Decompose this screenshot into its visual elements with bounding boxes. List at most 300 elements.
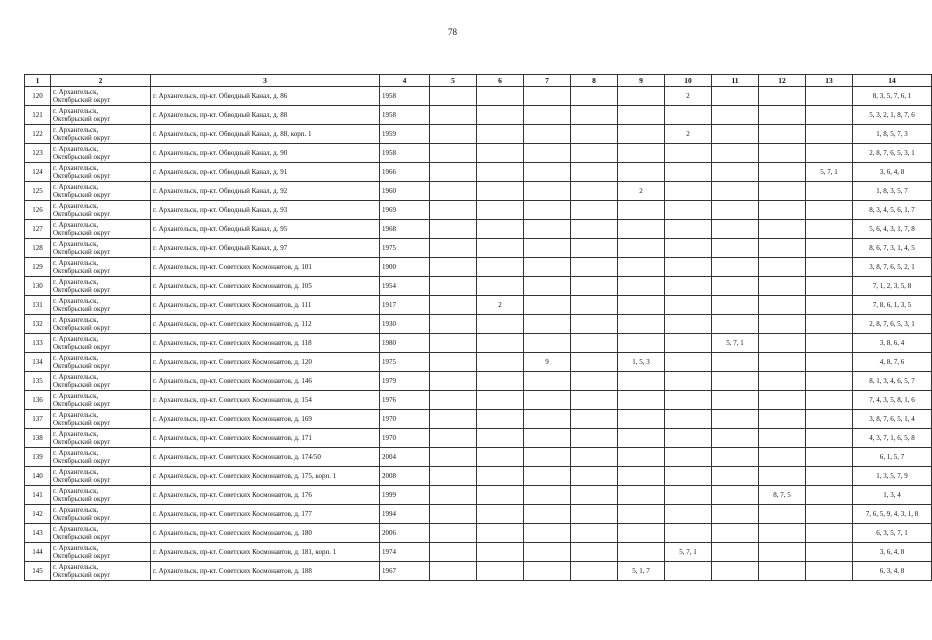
location-city: г. Архангельск, bbox=[53, 354, 99, 362]
location-city: г. Архангельск, bbox=[53, 449, 99, 457]
row-number: 129 bbox=[25, 258, 51, 277]
column-header-3: 3 bbox=[151, 75, 380, 87]
value-cell-6 bbox=[477, 220, 524, 239]
value-cell-13 bbox=[806, 448, 853, 467]
address-cell: г. Архангельск, пр-кт. Обводный Канал, д. 91 bbox=[151, 163, 380, 182]
year-cell: 1980 bbox=[380, 334, 430, 353]
value-cell-8 bbox=[571, 201, 618, 220]
row-number: 124 bbox=[25, 163, 51, 182]
value-cell-12 bbox=[759, 296, 806, 315]
value-cell-5 bbox=[430, 429, 477, 448]
row-number: 121 bbox=[25, 106, 51, 125]
value-cell-12 bbox=[759, 410, 806, 429]
value-cell-5 bbox=[430, 562, 477, 581]
table-body bbox=[25, 87, 932, 581]
value-cell-9 bbox=[618, 296, 665, 315]
value-cell-11 bbox=[712, 448, 759, 467]
value-cell-10 bbox=[665, 258, 712, 277]
value-cell-5 bbox=[430, 543, 477, 562]
year-cell: 1967 bbox=[380, 562, 430, 581]
value-cell-5 bbox=[430, 505, 477, 524]
row-number: 130 bbox=[25, 277, 51, 296]
year-cell: 1976 bbox=[380, 391, 430, 410]
value-cell-6 bbox=[477, 353, 524, 372]
table-row bbox=[25, 467, 932, 486]
column-header-10: 10 bbox=[665, 75, 712, 87]
value-cell-10: 5, 7, 1 bbox=[665, 543, 712, 562]
address-cell: г. Архангельск, пр-кт. Советских Космонавтов, д. 174/50 bbox=[151, 448, 380, 467]
value-cell-10 bbox=[665, 201, 712, 220]
value-cell-13 bbox=[806, 505, 853, 524]
row-number: 133 bbox=[25, 334, 51, 353]
value-cell-8 bbox=[571, 524, 618, 543]
value-cell-6 bbox=[477, 125, 524, 144]
value-cell-7 bbox=[524, 334, 571, 353]
column-header-13: 13 bbox=[806, 75, 853, 87]
value-cell-12 bbox=[759, 144, 806, 163]
location-district: Октябрьский округ bbox=[53, 438, 111, 446]
location-district: Октябрьский округ bbox=[53, 248, 111, 256]
address-cell: г. Архангельск, пр-кт. Советских Космонавтов, д. 171 bbox=[151, 429, 380, 448]
value-cell-9 bbox=[618, 486, 665, 505]
value-cell-8 bbox=[571, 429, 618, 448]
value-cell-9 bbox=[618, 277, 665, 296]
value-cell-8 bbox=[571, 562, 618, 581]
value-cell-14: 2, 8, 7, 6, 5, 3, 1 bbox=[853, 144, 932, 163]
value-cell-6: 2 bbox=[477, 296, 524, 315]
year-cell: 1969 bbox=[380, 201, 430, 220]
value-cell-7 bbox=[524, 87, 571, 106]
value-cell-9 bbox=[618, 163, 665, 182]
location-district: Октябрьский округ bbox=[53, 286, 111, 294]
value-cell-13 bbox=[806, 87, 853, 106]
value-cell-6 bbox=[477, 524, 524, 543]
value-cell-7 bbox=[524, 163, 571, 182]
location-city: г. Архангельск, bbox=[53, 506, 99, 514]
table-row bbox=[25, 258, 932, 277]
value-cell-9 bbox=[618, 220, 665, 239]
value-cell-10 bbox=[665, 429, 712, 448]
address-cell: г. Архангельск, пр-кт. Советских Космонавтов, д. 181, корп. 1 bbox=[151, 543, 380, 562]
location-city: г. Архангельск, bbox=[53, 373, 99, 381]
year-cell: 1958 bbox=[380, 87, 430, 106]
value-cell-14: 8, 1, 3, 4, 6, 5, 7 bbox=[853, 372, 932, 391]
location-cell bbox=[51, 448, 151, 467]
value-cell-6 bbox=[477, 277, 524, 296]
value-cell-11 bbox=[712, 125, 759, 144]
location-cell bbox=[51, 106, 151, 125]
location-cell bbox=[51, 315, 151, 334]
location-cell bbox=[51, 467, 151, 486]
row-number: 120 bbox=[25, 87, 51, 106]
value-cell-8 bbox=[571, 543, 618, 562]
value-cell-11 bbox=[712, 353, 759, 372]
address-cell: г. Архангельск, пр-кт. Советских Космонавтов, д. 120 bbox=[151, 353, 380, 372]
location-city: г. Архангельск, bbox=[53, 126, 99, 134]
table-row bbox=[25, 182, 932, 201]
year-cell: 1975 bbox=[380, 353, 430, 372]
value-cell-9 bbox=[618, 429, 665, 448]
year-cell: 1930 bbox=[380, 315, 430, 334]
value-cell-7 bbox=[524, 277, 571, 296]
value-cell-11 bbox=[712, 277, 759, 296]
value-cell-9 bbox=[618, 315, 665, 334]
value-cell-5 bbox=[430, 144, 477, 163]
location-district: Октябрьский округ bbox=[53, 191, 111, 199]
location-district: Октябрьский округ bbox=[53, 533, 111, 541]
column-header-11: 11 bbox=[712, 75, 759, 87]
value-cell-5 bbox=[430, 87, 477, 106]
row-number: 139 bbox=[25, 448, 51, 467]
value-cell-11 bbox=[712, 182, 759, 201]
value-cell-7: 9 bbox=[524, 353, 571, 372]
value-cell-5 bbox=[430, 277, 477, 296]
row-number: 138 bbox=[25, 429, 51, 448]
location-cell bbox=[51, 220, 151, 239]
value-cell-12 bbox=[759, 258, 806, 277]
value-cell-8 bbox=[571, 486, 618, 505]
row-number: 140 bbox=[25, 467, 51, 486]
value-cell-7 bbox=[524, 220, 571, 239]
value-cell-8 bbox=[571, 125, 618, 144]
table-row bbox=[25, 296, 932, 315]
value-cell-14: 7, 4, 3, 5, 8, 1, 6 bbox=[853, 391, 932, 410]
address-cell: г. Архангельск, пр-кт. Обводный Канал, д. 92 bbox=[151, 182, 380, 201]
location-cell bbox=[51, 163, 151, 182]
row-number: 142 bbox=[25, 505, 51, 524]
row-number: 128 bbox=[25, 239, 51, 258]
location-cell bbox=[51, 486, 151, 505]
location-district: Октябрьский округ bbox=[53, 343, 111, 351]
location-city: г. Архангельск, bbox=[53, 240, 99, 248]
value-cell-14: 8, 6, 7, 3, 1, 4, 5 bbox=[853, 239, 932, 258]
value-cell-12 bbox=[759, 277, 806, 296]
address-cell: г. Архангельск, пр-кт. Советских Космонавтов, д. 154 bbox=[151, 391, 380, 410]
location-city: г. Архангельск, bbox=[53, 164, 99, 172]
value-cell-11 bbox=[712, 315, 759, 334]
value-cell-11 bbox=[712, 258, 759, 277]
value-cell-10 bbox=[665, 163, 712, 182]
value-cell-5 bbox=[430, 163, 477, 182]
value-cell-11 bbox=[712, 505, 759, 524]
value-cell-11 bbox=[712, 429, 759, 448]
value-cell-12 bbox=[759, 543, 806, 562]
location-city: г. Архангельск, bbox=[53, 107, 99, 115]
location-city: г. Архангельск, bbox=[53, 335, 99, 343]
value-cell-13 bbox=[806, 220, 853, 239]
value-cell-5 bbox=[430, 353, 477, 372]
row-number: 143 bbox=[25, 524, 51, 543]
value-cell-11 bbox=[712, 486, 759, 505]
value-cell-14: 7, 6, 5, 9, 4, 3, 1, 8 bbox=[853, 505, 932, 524]
row-number: 126 bbox=[25, 201, 51, 220]
value-cell-7 bbox=[524, 239, 571, 258]
location-district: Октябрьский округ bbox=[53, 362, 111, 370]
value-cell-7 bbox=[524, 429, 571, 448]
value-cell-13 bbox=[806, 125, 853, 144]
value-cell-12 bbox=[759, 334, 806, 353]
value-cell-8 bbox=[571, 315, 618, 334]
value-cell-13 bbox=[806, 144, 853, 163]
page-number: 78 bbox=[448, 27, 457, 37]
value-cell-11 bbox=[712, 296, 759, 315]
value-cell-9 bbox=[618, 467, 665, 486]
value-cell-14: 7, 8, 6, 1, 3, 5 bbox=[853, 296, 932, 315]
value-cell-9: 5, 1, 7 bbox=[618, 562, 665, 581]
value-cell-14: 7, 1, 2, 3, 5, 8 bbox=[853, 277, 932, 296]
address-cell: г. Архангельск, пр-кт. Советских Космонавтов, д. 111 bbox=[151, 296, 380, 315]
value-cell-12 bbox=[759, 87, 806, 106]
value-cell-6 bbox=[477, 562, 524, 581]
year-cell: 2006 bbox=[380, 524, 430, 543]
value-cell-14: 6, 3, 5, 7, 1 bbox=[853, 524, 932, 543]
location-cell bbox=[51, 277, 151, 296]
value-cell-7 bbox=[524, 524, 571, 543]
value-cell-8 bbox=[571, 144, 618, 163]
value-cell-9 bbox=[618, 106, 665, 125]
table-row bbox=[25, 163, 932, 182]
column-header-7: 7 bbox=[524, 75, 571, 87]
address-cell: г. Архангельск, пр-кт. Обводный Канал, д. 93 bbox=[151, 201, 380, 220]
location-city: г. Архангельск, bbox=[53, 392, 99, 400]
location-cell bbox=[51, 334, 151, 353]
value-cell-6 bbox=[477, 87, 524, 106]
value-cell-6 bbox=[477, 239, 524, 258]
year-cell: 1958 bbox=[380, 106, 430, 125]
value-cell-13 bbox=[806, 296, 853, 315]
location-city: г. Архангельск, bbox=[53, 487, 99, 495]
column-header-9: 9 bbox=[618, 75, 665, 87]
location-city: г. Архангельск, bbox=[53, 525, 99, 533]
value-cell-8 bbox=[571, 220, 618, 239]
value-cell-10 bbox=[665, 182, 712, 201]
value-cell-9 bbox=[618, 410, 665, 429]
value-cell-7 bbox=[524, 372, 571, 391]
value-cell-6 bbox=[477, 201, 524, 220]
location-city: г. Архангельск, bbox=[53, 259, 99, 267]
value-cell-12 bbox=[759, 182, 806, 201]
location-city: г. Архангельск, bbox=[53, 297, 99, 305]
value-cell-10 bbox=[665, 467, 712, 486]
value-cell-14: 1, 8, 5, 7, 3 bbox=[853, 125, 932, 144]
value-cell-12 bbox=[759, 467, 806, 486]
value-cell-12 bbox=[759, 562, 806, 581]
year-cell: 1975 bbox=[380, 239, 430, 258]
value-cell-13 bbox=[806, 334, 853, 353]
value-cell-12 bbox=[759, 372, 806, 391]
header-row bbox=[25, 75, 932, 87]
value-cell-14: 5, 6, 4, 3, 1, 7, 8 bbox=[853, 220, 932, 239]
value-cell-12 bbox=[759, 315, 806, 334]
value-cell-14: 6, 1, 5, 7 bbox=[853, 448, 932, 467]
value-cell-9 bbox=[618, 201, 665, 220]
address-cell: г. Архангельск, пр-кт. Советских Космонавтов, д. 112 bbox=[151, 315, 380, 334]
location-district: Октябрьский округ bbox=[53, 172, 111, 180]
value-cell-10: 2 bbox=[665, 125, 712, 144]
location-cell bbox=[51, 296, 151, 315]
value-cell-9: 1, 5, 3 bbox=[618, 353, 665, 372]
value-cell-6 bbox=[477, 486, 524, 505]
row-number: 141 bbox=[25, 486, 51, 505]
location-city: г. Архангельск, bbox=[53, 183, 99, 191]
location-district: Октябрьский округ bbox=[53, 457, 111, 465]
value-cell-13 bbox=[806, 391, 853, 410]
table-row bbox=[25, 334, 932, 353]
value-cell-7 bbox=[524, 486, 571, 505]
value-cell-14: 3, 6, 4, 8 bbox=[853, 163, 932, 182]
value-cell-14: 3, 6, 4, 8 bbox=[853, 543, 932, 562]
column-header-12: 12 bbox=[759, 75, 806, 87]
value-cell-9 bbox=[618, 258, 665, 277]
value-cell-5 bbox=[430, 106, 477, 125]
value-cell-13 bbox=[806, 429, 853, 448]
value-cell-13 bbox=[806, 201, 853, 220]
value-cell-14: 1, 8, 3, 5, 7 bbox=[853, 182, 932, 201]
value-cell-9 bbox=[618, 524, 665, 543]
value-cell-12: 8, 7, 5 bbox=[759, 486, 806, 505]
value-cell-5 bbox=[430, 315, 477, 334]
location-district: Октябрьский округ bbox=[53, 305, 111, 313]
year-cell: 1970 bbox=[380, 410, 430, 429]
value-cell-8 bbox=[571, 334, 618, 353]
value-cell-9 bbox=[618, 372, 665, 391]
column-header-5: 5 bbox=[430, 75, 477, 87]
table-row bbox=[25, 106, 932, 125]
value-cell-14: 4, 3, 7, 1, 6, 5, 8 bbox=[853, 429, 932, 448]
location-cell bbox=[51, 239, 151, 258]
value-cell-12 bbox=[759, 239, 806, 258]
value-cell-6 bbox=[477, 182, 524, 201]
column-header-6: 6 bbox=[477, 75, 524, 87]
value-cell-10 bbox=[665, 315, 712, 334]
value-cell-10 bbox=[665, 505, 712, 524]
address-cell: г. Архангельск, пр-кт. Обводный Канал, д. 97 bbox=[151, 239, 380, 258]
location-district: Октябрьский округ bbox=[53, 552, 111, 560]
value-cell-10 bbox=[665, 486, 712, 505]
value-cell-14: 5, 3, 2, 1, 8, 7, 6 bbox=[853, 106, 932, 125]
value-cell-11: 5, 7, 1 bbox=[712, 334, 759, 353]
value-cell-6 bbox=[477, 429, 524, 448]
value-cell-14: 4, 8, 7, 6 bbox=[853, 353, 932, 372]
value-cell-5 bbox=[430, 239, 477, 258]
location-cell bbox=[51, 391, 151, 410]
year-cell: 1958 bbox=[380, 144, 430, 163]
value-cell-13 bbox=[806, 410, 853, 429]
value-cell-11 bbox=[712, 543, 759, 562]
value-cell-6 bbox=[477, 391, 524, 410]
value-cell-11 bbox=[712, 391, 759, 410]
value-cell-13: 5, 7, 1 bbox=[806, 163, 853, 182]
value-cell-11 bbox=[712, 372, 759, 391]
value-cell-8 bbox=[571, 239, 618, 258]
value-cell-13 bbox=[806, 467, 853, 486]
value-cell-13 bbox=[806, 486, 853, 505]
location-cell bbox=[51, 505, 151, 524]
value-cell-9 bbox=[618, 334, 665, 353]
value-cell-11 bbox=[712, 87, 759, 106]
row-number: 122 bbox=[25, 125, 51, 144]
location-city: г. Архангельск, bbox=[53, 145, 99, 153]
location-city: г. Архангельск, bbox=[53, 563, 99, 571]
value-cell-6 bbox=[477, 543, 524, 562]
location-cell bbox=[51, 353, 151, 372]
year-cell: 1960 bbox=[380, 182, 430, 201]
location-city: г. Архангельск, bbox=[53, 88, 99, 96]
year-cell: 1979 bbox=[380, 372, 430, 391]
table-row bbox=[25, 315, 932, 334]
value-cell-8 bbox=[571, 163, 618, 182]
table-row bbox=[25, 144, 932, 163]
row-number: 135 bbox=[25, 372, 51, 391]
value-cell-5 bbox=[430, 467, 477, 486]
location-city: г. Архангельск, bbox=[53, 316, 99, 324]
table-row bbox=[25, 201, 932, 220]
year-cell: 1917 bbox=[380, 296, 430, 315]
value-cell-12 bbox=[759, 125, 806, 144]
value-cell-5 bbox=[430, 448, 477, 467]
value-cell-8 bbox=[571, 448, 618, 467]
year-cell: 1994 bbox=[380, 505, 430, 524]
row-number: 144 bbox=[25, 543, 51, 562]
row-number: 145 bbox=[25, 562, 51, 581]
table-row bbox=[25, 448, 932, 467]
value-cell-11 bbox=[712, 239, 759, 258]
table-row bbox=[25, 410, 932, 429]
value-cell-14: 6, 3, 4, 8 bbox=[853, 562, 932, 581]
year-cell: 1900 bbox=[380, 258, 430, 277]
location-district: Октябрьский округ bbox=[53, 381, 111, 389]
location-city: г. Архангельск, bbox=[53, 221, 99, 229]
column-header-8: 8 bbox=[571, 75, 618, 87]
location-cell bbox=[51, 372, 151, 391]
value-cell-11 bbox=[712, 467, 759, 486]
year-cell: 1974 bbox=[380, 543, 430, 562]
value-cell-8 bbox=[571, 296, 618, 315]
row-number: 131 bbox=[25, 296, 51, 315]
location-district: Октябрьский округ bbox=[53, 96, 111, 104]
value-cell-10 bbox=[665, 277, 712, 296]
address-cell: г. Архангельск, пр-кт. Советских Космонавтов, д. 176 bbox=[151, 486, 380, 505]
value-cell-5 bbox=[430, 201, 477, 220]
address-cell: г. Архангельск, пр-кт. Обводный Канал, д. 86 bbox=[151, 87, 380, 106]
location-cell bbox=[51, 562, 151, 581]
value-cell-10 bbox=[665, 296, 712, 315]
value-cell-6 bbox=[477, 410, 524, 429]
value-cell-7 bbox=[524, 448, 571, 467]
table-row bbox=[25, 353, 932, 372]
address-cell: г. Архангельск, пр-кт. Советских Космонавтов, д. 105 bbox=[151, 277, 380, 296]
value-cell-5 bbox=[430, 486, 477, 505]
value-cell-9 bbox=[618, 144, 665, 163]
value-cell-11 bbox=[712, 201, 759, 220]
table-row bbox=[25, 277, 932, 296]
location-district: Октябрьский округ bbox=[53, 571, 111, 579]
value-cell-5 bbox=[430, 125, 477, 144]
location-cell bbox=[51, 125, 151, 144]
value-cell-6 bbox=[477, 505, 524, 524]
year-cell: 1970 bbox=[380, 429, 430, 448]
value-cell-11 bbox=[712, 524, 759, 543]
address-cell: г. Архангельск, пр-кт. Обводный Канал, д. 88 bbox=[151, 106, 380, 125]
value-cell-9 bbox=[618, 125, 665, 144]
value-cell-5 bbox=[430, 410, 477, 429]
value-cell-9 bbox=[618, 505, 665, 524]
value-cell-6 bbox=[477, 467, 524, 486]
value-cell-5 bbox=[430, 524, 477, 543]
column-header-2: 2 bbox=[51, 75, 151, 87]
value-cell-7 bbox=[524, 543, 571, 562]
value-cell-10 bbox=[665, 562, 712, 581]
